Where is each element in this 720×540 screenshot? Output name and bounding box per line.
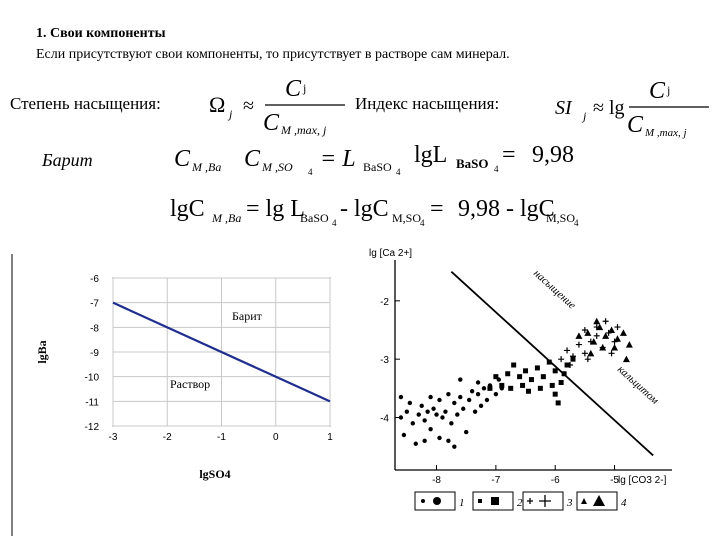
y-tick-label: -8 [90, 323, 99, 335]
data-point-group1 [405, 409, 409, 413]
legend-label: 3 [567, 497, 573, 509]
section-heading: 1. Свои компоненты [36, 26, 166, 41]
data-point-group2 [553, 392, 558, 397]
omega-num-sub: j [303, 81, 307, 95]
data-point-group1 [422, 439, 426, 443]
annotation-saturation: насыщение [530, 267, 578, 312]
product-L-sub2: 4 [396, 167, 401, 177]
legend-marker [593, 495, 605, 506]
y-tick-label: -2 [380, 296, 389, 308]
saturation-index-label: Индекс насыщения: [355, 94, 500, 113]
lgC-lhs: lgC [170, 196, 205, 222]
omega-den-sub: M ,max, j [281, 123, 327, 137]
data-point-group1 [440, 415, 444, 419]
saturation-index-formula [553, 74, 713, 140]
si-den: C [627, 112, 644, 138]
data-point-group4 [614, 335, 621, 342]
legend-marker [581, 498, 587, 504]
x-tick-label: -8 [432, 475, 441, 486]
data-point-group2 [508, 386, 513, 391]
lgC-L-sub: BaSO [300, 211, 329, 225]
data-point-group1 [420, 404, 424, 408]
data-point-group1 [437, 436, 441, 440]
calcite-saturation-chart [355, 240, 720, 540]
lgC-C-sub: M,SO [392, 211, 422, 225]
data-point-group1 [399, 395, 403, 399]
legend-marker [527, 495, 551, 507]
data-point-group1 [417, 412, 421, 416]
omega-den: C [263, 110, 280, 136]
data-point-group1 [446, 392, 450, 396]
x-axis-label: lgSO4 [199, 467, 231, 481]
data-point-group2 [517, 374, 522, 379]
lgC-eq1: = lg L [246, 196, 305, 222]
y-tick-label: -12 [84, 422, 99, 433]
data-point-group1 [443, 409, 447, 413]
data-point-group1 [458, 377, 462, 381]
lgC-value: 9,98 - lgC [458, 196, 555, 222]
x-tick-label: 0 [272, 432, 279, 443]
data-point-group2 [511, 363, 516, 368]
si-num-sub: j [667, 83, 671, 97]
data-point-group4 [608, 327, 615, 334]
data-point-group2 [487, 386, 492, 391]
lgC-v-sub2: 4 [574, 218, 579, 228]
data-point-group1 [473, 409, 477, 413]
lgC-eq2: = [430, 196, 444, 222]
data-point-group2 [556, 400, 561, 405]
lgC-formula [168, 188, 588, 234]
data-point-group1 [428, 395, 432, 399]
lgL-formula [410, 134, 590, 178]
saturation-degree-label: Степень насыщения: [10, 94, 161, 113]
data-point-group4 [587, 350, 594, 357]
data-point-group3 [594, 333, 600, 339]
si-op: ≈ lg [593, 97, 625, 119]
data-point-group4 [593, 318, 600, 325]
x-tick-label: -2 [162, 432, 172, 443]
data-point-group3 [585, 356, 591, 362]
legend-label: 2 [517, 497, 523, 509]
product-c2-sub: M ,SO [262, 160, 293, 174]
data-point-group1 [476, 392, 480, 396]
data-point-group3 [603, 318, 609, 324]
data-point-group1 [414, 442, 418, 446]
data-point-group1 [494, 392, 498, 396]
condition-text: Если присутствуют свои компоненты, то присутствует в растворе сам минерал. [36, 47, 510, 62]
barite-solubility-chart [0, 240, 360, 540]
data-point-group3 [582, 350, 588, 356]
si-den-sub: M ,max, j [645, 127, 687, 139]
lgL-eq: = [502, 142, 516, 168]
solubility-product-formula [170, 138, 410, 180]
lgC-minus: - lgC [340, 196, 389, 222]
data-point-group4 [623, 356, 630, 363]
data-point-group2 [493, 374, 498, 379]
data-point-group1 [464, 430, 468, 434]
data-point-group4 [620, 329, 627, 336]
y-axis-label: lgBa [35, 340, 49, 364]
data-point-group3 [609, 350, 615, 356]
data-point-group1 [461, 407, 465, 411]
data-point-group1 [425, 409, 429, 413]
data-point-group2 [550, 383, 555, 388]
lgC-v-sub: M,SO [546, 211, 576, 225]
product-c1: C [174, 146, 191, 172]
data-point-group1 [449, 421, 453, 425]
legend-label: 1 [459, 497, 465, 509]
omega-op: ≈ [243, 95, 254, 117]
y-axis-label: lg [Ca 2+] [369, 248, 413, 259]
lgC-C-sub2: 4 [420, 218, 425, 228]
omega-num: C [285, 76, 302, 102]
y-tick-label: -4 [380, 413, 389, 425]
data-point-group1 [408, 401, 412, 405]
x-tick-label: -1 [217, 432, 226, 443]
data-point-group2 [559, 380, 564, 385]
x-tick-label: 1 [327, 432, 333, 443]
data-point-group1 [434, 412, 438, 416]
data-point-group1 [485, 398, 489, 402]
y-tick-label: -3 [380, 355, 389, 367]
saturation-degree-formula [205, 72, 355, 142]
data-point-group2 [523, 368, 528, 373]
data-point-group1 [431, 407, 435, 411]
data-point-group2 [538, 386, 543, 391]
data-point-group1 [458, 395, 462, 399]
lgL-text: lgL [414, 142, 448, 168]
data-point-group3 [558, 356, 564, 362]
x-tick-label: -3 [108, 432, 118, 443]
lgL-value: 9,98 [532, 142, 574, 168]
x-tick-label: -5 [610, 475, 619, 486]
data-point-group1 [479, 404, 483, 408]
annotation-calcite: кальцитом [614, 363, 661, 407]
si-num: C [649, 78, 666, 104]
si-sub: j [583, 109, 587, 123]
barite-label: Барит [42, 150, 93, 170]
y-tick-label: -10 [84, 372, 99, 384]
omega-symbol: Ω [209, 92, 226, 117]
data-point-group2 [529, 377, 534, 382]
data-point-group1 [452, 444, 456, 448]
annotation-barite: Барит [232, 309, 262, 323]
data-point-group1 [452, 401, 456, 405]
product-c1-sub: M ,Ba [192, 160, 222, 174]
data-point-group1 [446, 439, 450, 443]
data-point-group1 [422, 418, 426, 422]
data-point-group3 [615, 324, 621, 330]
legend-marker [491, 497, 499, 505]
data-point-group2 [535, 365, 540, 370]
data-point-group2 [541, 374, 546, 379]
y-tick-label: -7 [90, 298, 99, 310]
product-c2-sub2: 4 [308, 167, 313, 177]
data-point-group1 [402, 433, 406, 437]
data-point-group3 [564, 347, 570, 353]
data-point-group2 [553, 368, 558, 373]
y-tick-label: -11 [85, 397, 99, 409]
data-point-group1 [470, 389, 474, 393]
x-tick-label: -7 [491, 475, 501, 486]
si-symbol: SI [555, 97, 572, 119]
data-point-group1 [482, 386, 486, 390]
data-point-group2 [499, 383, 504, 388]
data-point-group2 [547, 360, 552, 365]
data-point-group4 [626, 341, 633, 348]
data-point-group1 [437, 398, 441, 402]
y-tick-label: -6 [90, 274, 99, 285]
annotation-solution: Раствор [170, 377, 211, 391]
data-point-group1 [476, 380, 480, 384]
data-point-group2 [505, 371, 510, 376]
y-tick-label: -9 [90, 348, 99, 359]
x-tick-label: -6 [550, 475, 560, 486]
product-eq: = L [320, 146, 356, 172]
data-point-group1 [467, 398, 471, 402]
legend-marker [433, 497, 441, 505]
lgC-lhs-sub: M ,Ba [212, 211, 242, 225]
legend-marker [478, 499, 482, 503]
data-point-group2 [520, 383, 525, 388]
data-point-group1 [399, 415, 403, 419]
data-point-group1 [455, 412, 459, 416]
legend-marker [421, 499, 425, 503]
legend-label: 4 [621, 497, 627, 509]
lgL-sub: BaSO [456, 156, 489, 171]
x-axis-label: lg [CO3 2-] [618, 475, 667, 486]
lgL-sub2: 4 [494, 164, 499, 174]
lgC-L-sub2: 4 [332, 218, 337, 228]
data-point-group1 [411, 421, 415, 425]
data-point-group2 [562, 371, 567, 376]
data-point-group4 [575, 332, 582, 339]
data-point-group2 [526, 389, 531, 394]
omega-sub: j [229, 107, 233, 121]
product-c2: C [244, 146, 261, 172]
data-point-group4 [611, 344, 618, 351]
data-point-group1 [428, 427, 432, 431]
product-L-sub: BaSO [363, 160, 392, 174]
data-point-group3 [576, 342, 582, 348]
